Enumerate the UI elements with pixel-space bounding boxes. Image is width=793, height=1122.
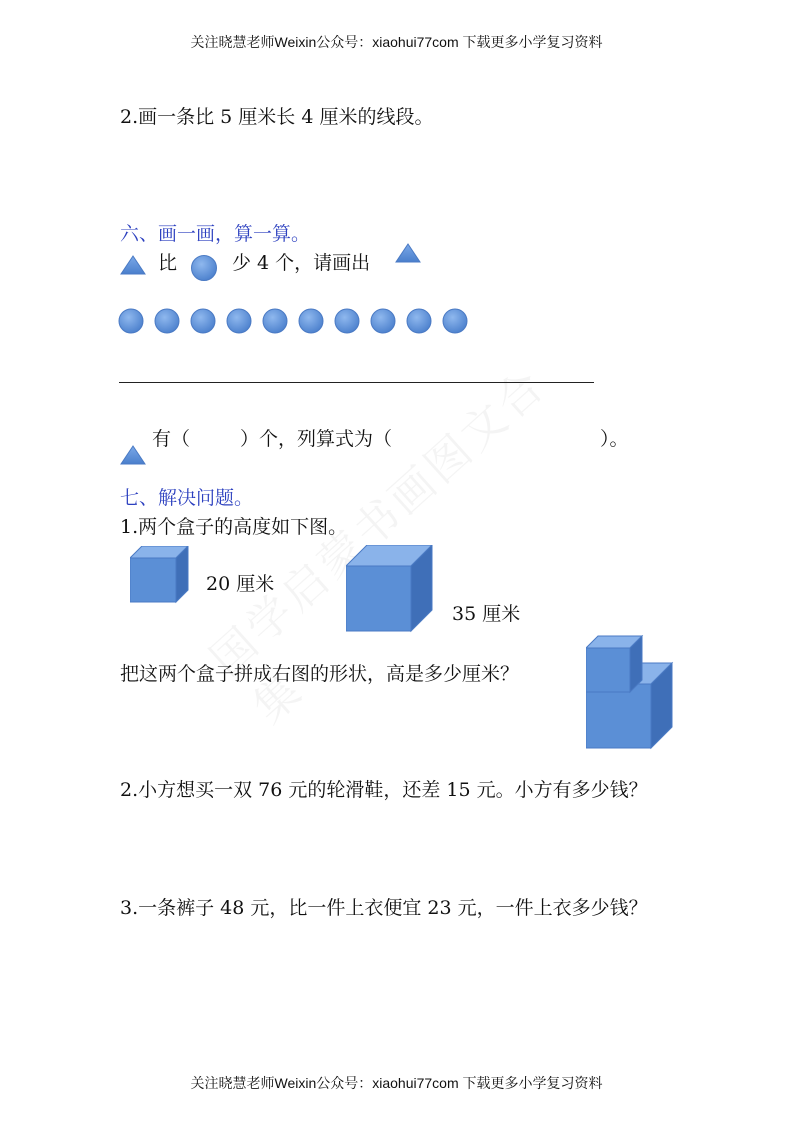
question-draw-line: 2.画一条比 5 厘米长 4 厘米的线段。 xyxy=(120,106,434,128)
question-1-ask: 把这两个盒子拼成右图的形状，高是多少厘米？ xyxy=(120,663,520,685)
circle-icon xyxy=(298,308,324,338)
triangle-icon xyxy=(394,242,422,264)
label-shao: 少 4 个，请画出 xyxy=(232,252,371,274)
answer-end: ）。 xyxy=(600,428,629,450)
circle-row xyxy=(118,308,468,338)
circle-icon xyxy=(190,254,218,282)
large-box-image xyxy=(346,545,434,633)
stacked-boxes-image xyxy=(586,635,676,750)
circle-icon xyxy=(262,308,288,338)
circle-icon xyxy=(442,308,468,338)
question-3: 3.一条裤子 48 元，比一件上衣便宜 23 元，一件上衣多少钱？ xyxy=(120,897,648,919)
section-title-7: 七、解决问题。 xyxy=(120,487,254,509)
circle-icon xyxy=(370,308,396,338)
answer-mid: ）个，列算式为（ xyxy=(240,428,393,450)
label-bi: 比 xyxy=(158,252,178,274)
section-title-6: 六、画一画，算一算。 xyxy=(120,223,311,245)
question-1: 1.两个盒子的高度如下图。 xyxy=(120,516,348,538)
box1-label: 20 厘米 xyxy=(206,573,275,595)
page-header: 关注晓慧老师Weixin公众号：xiaohui77com 下载更多小学复习资料 xyxy=(190,34,603,50)
circle-icon xyxy=(334,308,360,338)
small-box-image xyxy=(130,546,190,604)
circle-icon xyxy=(118,308,144,338)
question-2: 2.小方想买一双 76 元的轮滑鞋，还差 15 元。小方有多少钱？ xyxy=(120,779,648,801)
circle-icon xyxy=(226,308,252,338)
circle-icon xyxy=(190,308,216,338)
circle-icon xyxy=(406,308,432,338)
circle-icon xyxy=(154,308,180,338)
page-footer: 关注晓慧老师Weixin公众号：xiaohui77com 下载更多小学复习资料 xyxy=(190,1075,603,1091)
drawing-line xyxy=(119,382,594,383)
triangle-icon xyxy=(119,254,147,276)
answer-you: 有（ xyxy=(152,428,191,450)
box2-label: 35 厘米 xyxy=(452,603,521,625)
triangle-icon xyxy=(119,444,147,466)
